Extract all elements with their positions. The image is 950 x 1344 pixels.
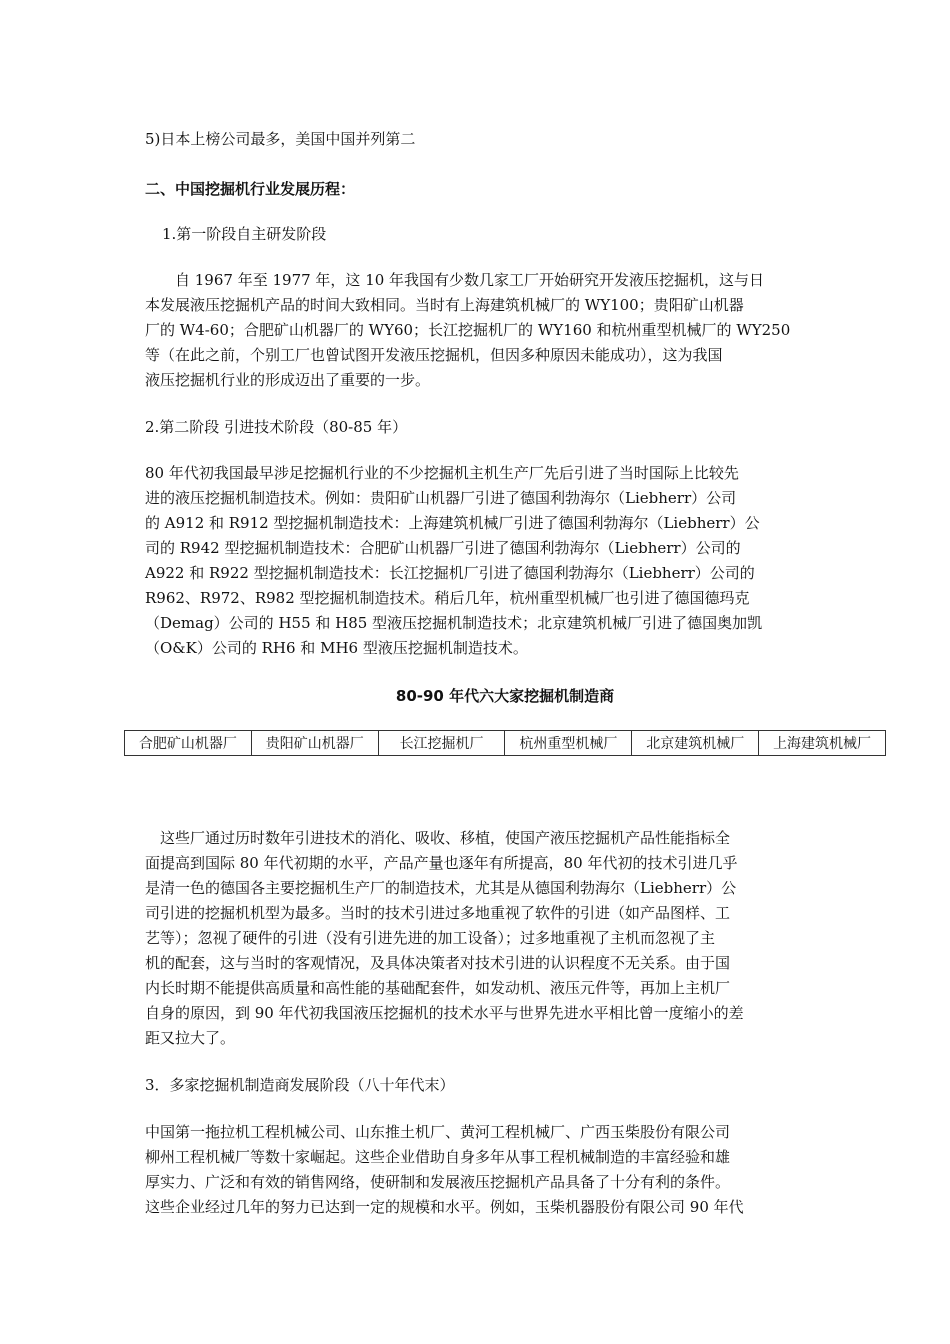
paragraph-line: 司的 R942 型挖掘机制造技术：合肥矿山机器厂引进了德国利勃海尔（Liebherr）公司的 xyxy=(145,539,741,557)
paragraph-line: 是清一色的德国各主要挖掘机生产厂的制造技术，尤其是从德国利勃海尔（Liebherr）公 xyxy=(145,879,737,897)
paragraph-line: A922 和 R922 型挖掘机制造技术：长江挖掘机厂引进了德国利勃海尔（Liebherr）公司的 xyxy=(145,564,755,582)
paragraph-line: （Demag）公司的 H55 和 H85 型液压挖掘机制造技术；北京建筑机械厂引进了德国奥加凯 xyxy=(145,614,763,632)
paragraph-line: 厚实力、广泛和有效的销售网络，使研制和发展液压挖掘机产品具备了十分有利的条件。 xyxy=(145,1173,731,1191)
paragraph-line: R962、R972、R982 型挖掘机制造技术。稍后几年，杭州重型机械厂也引进了德国德玛克 xyxy=(145,589,750,607)
stage-3-paragraph xyxy=(145,1120,815,1220)
table-cell: 长江挖掘机厂 xyxy=(378,731,505,756)
paragraph-line: 等（在此之前，个别工厂也曾试图开发液压挖掘机，但因多种原因未能成功），这为我国 xyxy=(145,346,723,364)
table-cell: 贵阳矿山机器厂 xyxy=(251,731,378,756)
table-title: 80-90 年代六大家挖掘机制造商 xyxy=(395,687,615,705)
table-cell: 杭州重型机械厂 xyxy=(505,731,632,756)
paragraph-line: 艺等）；忽视了硬件的引进（没有引进先进的加工设备）；过多地重视了主机而忽视了主 xyxy=(145,929,716,947)
stage-2-followup-paragraph xyxy=(145,826,815,1051)
paragraph-line: 内长时期不能提供高质量和高性能的基础配套件，如发动机、液压元件等，再加上主机厂 xyxy=(145,979,731,997)
paragraph-line: 柳州工程机械厂等数十家崛起。这些企业借助自身多年从事工程机械制造的丰富经验和雄 xyxy=(145,1148,731,1166)
paragraph-line: 距又拉大了。 xyxy=(145,1029,236,1047)
paragraph-line: 面提高到国际 80 年代初期的水平，产品产量也逐年有所提高，80 年代初的技术引进几乎 xyxy=(145,854,738,872)
paragraph-line: 厂的 W4-60；合肥矿山机器厂的 WY60；长江挖掘机厂的 WY160 和杭州重型机械厂的 WY250 xyxy=(145,321,791,339)
stage-1-heading: 1.第一阶段自主研发阶段 xyxy=(162,225,327,243)
paragraph-line: 本发展液压挖掘机产品的时间大致相同。当时有上海建筑机械厂的 WY100；贵阳矿山机器 xyxy=(145,296,744,314)
paragraph-line: 自 1967 年至 1977 年，这 10 年我国有少数几家工厂开始研究开发液压挖掘机，这与日 xyxy=(145,271,765,289)
table-row xyxy=(125,731,886,756)
stage-2-paragraph xyxy=(145,461,815,661)
paragraph-line: 这些厂通过历时数年引进技术的消化、吸收、移植，使国产液压挖掘机产品性能指标全 xyxy=(145,829,731,847)
paragraph-line: 这些企业经过几年的努力已达到一定的规模和水平。例如，玉柴机器股份有限公司 90 年代 xyxy=(145,1198,744,1216)
paragraph-line: 中国第一拖拉机工程机械公司、山东推土机厂、黄河工程机械厂、广西玉柴股份有限公司 xyxy=(145,1123,731,1141)
paragraph-line: （O&K）公司的 RH6 和 MH6 型液压挖掘机制造技术。 xyxy=(145,639,528,657)
table-cell: 北京建筑机械厂 xyxy=(632,731,759,756)
section-2-heading: 二、中国挖掘机行业发展历程： xyxy=(145,180,356,198)
table-cell: 合肥矿山机器厂 xyxy=(125,731,252,756)
paragraph-line: 80 年代初我国最早涉足挖掘机行业的不少挖掘机主机生产厂先后引进了当时国际上比较先 xyxy=(145,464,739,482)
table-cell: 上海建筑机械厂 xyxy=(759,731,886,756)
paragraph-line: 自身的原因，到 90 年代初我国液压挖掘机的技术水平与世界先进水平相比曾一度缩小的差 xyxy=(145,1004,744,1022)
paragraph-line: 司引进的挖掘机机型为最多。当时的技术引进过多地重视了软件的引进（如产品图样、工 xyxy=(145,904,731,922)
stage-1-paragraph xyxy=(145,268,815,393)
stage-2-heading: 2.第二阶段 引进技术阶段（80-85 年） xyxy=(145,418,408,436)
manufacturers-table xyxy=(124,730,886,756)
paragraph-line: 机的配套，这与当时的客观情况，及具体决策者对技术引进的认识程度不无关系。由于国 xyxy=(145,954,731,972)
paragraph-line: 的 A912 和 R912 型挖掘机制造技术：上海建筑机械厂引进了德国利勃海尔（Liebherr）公 xyxy=(145,514,760,532)
paragraph-line: 进的液压挖掘机制造技术。例如：贵阳矿山机器厂引进了德国利勃海尔（Liebherr）公司 xyxy=(145,489,737,507)
stage-3-heading: 3．多家挖掘机制造商发展阶段（八十年代末） xyxy=(145,1076,455,1094)
rank-summary-line: 5)日本上榜公司最多，美国中国并列第二 xyxy=(145,130,416,148)
paragraph-line: 液压挖掘机行业的形成迈出了重要的一步。 xyxy=(145,371,431,389)
